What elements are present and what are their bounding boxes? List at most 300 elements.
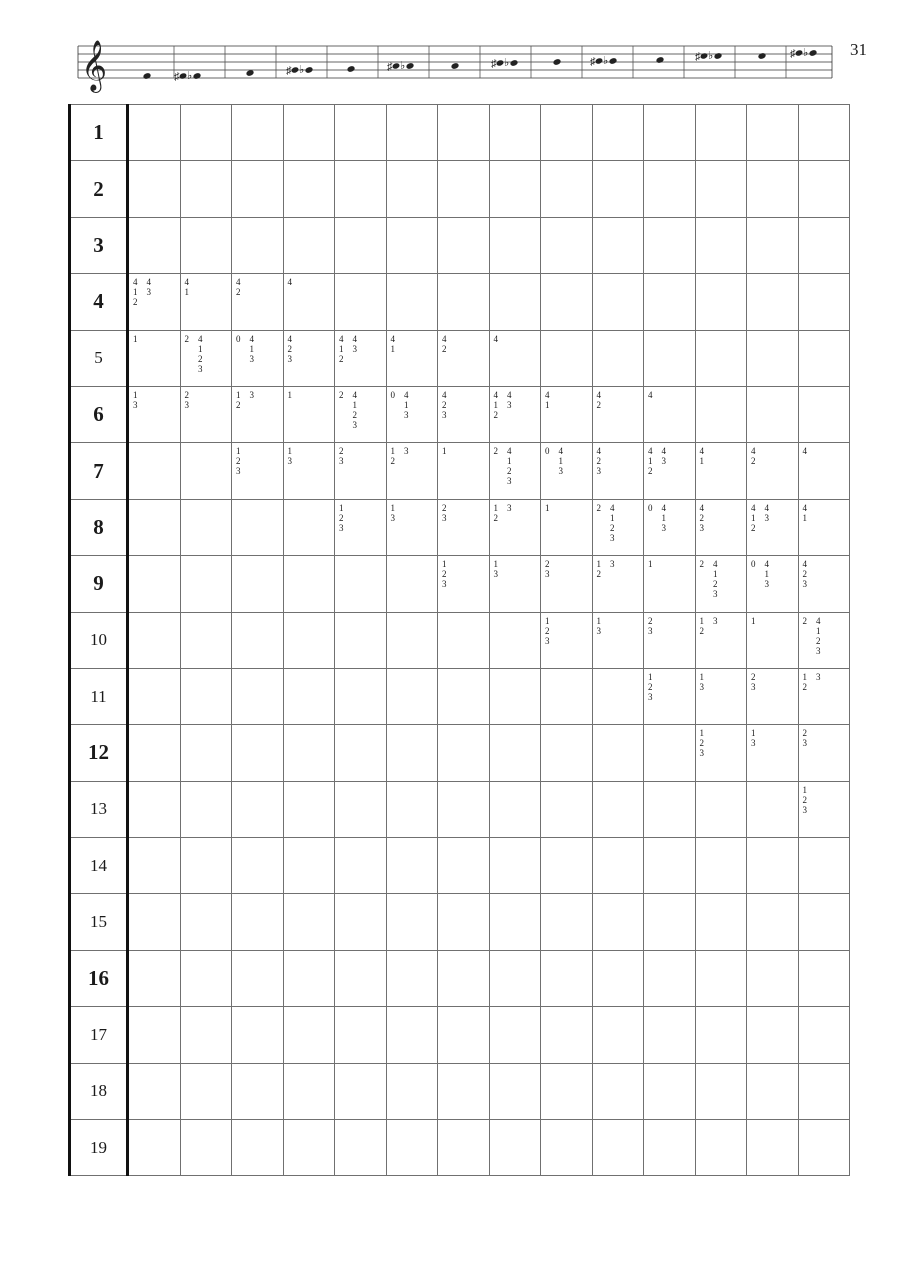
grid-cell (644, 499, 696, 555)
grid-cell (128, 386, 181, 442)
finger-number: 1 (249, 343, 254, 354)
grid-cell (283, 386, 335, 442)
finger-number: 0 (236, 333, 241, 344)
grid-cell (438, 725, 490, 781)
fingering-column (133, 390, 138, 410)
grid-cell (128, 161, 181, 217)
fingering-column (662, 503, 667, 533)
grid-cell (232, 217, 284, 273)
position-label: 17 (90, 1024, 107, 1044)
grid-cell (644, 217, 696, 273)
finger-number: 2 (442, 343, 447, 354)
finger-number: 3 (287, 353, 292, 364)
finger-number: 2 (596, 502, 601, 513)
fingering-column (339, 503, 344, 533)
grid-cell (695, 386, 747, 442)
grid-cell (128, 838, 181, 894)
grid-cell (232, 499, 284, 555)
finger-number: 1 (442, 446, 447, 457)
fingering (288, 390, 333, 400)
finger-number: 1 (390, 446, 395, 457)
grid-cell (489, 161, 541, 217)
position-cell (70, 274, 128, 330)
fingering (597, 503, 642, 543)
grid-cell (541, 950, 593, 1006)
fingering (339, 446, 384, 466)
fingering-column (545, 559, 550, 579)
grid-cell (747, 443, 799, 499)
grid-cell (283, 556, 335, 612)
grid-cell (283, 217, 335, 273)
fingering-column (545, 503, 550, 513)
finger-number: 4 (133, 277, 138, 288)
fingering (700, 672, 745, 692)
fingering (700, 446, 745, 466)
finger-number: 1 (404, 399, 409, 410)
fingering-column (610, 559, 615, 579)
grid-cell (644, 274, 696, 330)
sharp-icon: ♯ (695, 51, 701, 63)
grid-cell (592, 950, 644, 1006)
grid-cell (232, 838, 284, 894)
finger-number: 3 (442, 512, 447, 523)
grid-cell (592, 105, 644, 161)
grid-cell (592, 781, 644, 837)
fingering (288, 277, 333, 287)
finger-number: 2 (507, 466, 512, 477)
finger-number: 2 (339, 446, 344, 457)
fingering (494, 446, 539, 486)
grid-cell (489, 274, 541, 330)
grid-row (70, 386, 850, 442)
grid-cell (386, 386, 438, 442)
grid-cell (644, 330, 696, 386)
grid-cell (232, 386, 284, 442)
finger-number: 2 (751, 522, 756, 533)
finger-number: 1 (493, 559, 498, 570)
finger-number: 3 (339, 456, 344, 467)
grid-cell (335, 161, 387, 217)
note-icon (451, 62, 460, 70)
grid-cell (386, 161, 438, 217)
fingering-column (545, 616, 550, 646)
position-cell (70, 161, 128, 217)
fingering-column (236, 334, 241, 364)
grid-cell (489, 1007, 541, 1063)
finger-number: 3 (648, 625, 653, 636)
grid-cell (438, 386, 490, 442)
grid-row (70, 781, 850, 837)
finger-number: 0 (545, 446, 550, 457)
finger-number: 2 (184, 333, 189, 344)
grid-cell (335, 894, 387, 950)
fingering (236, 446, 281, 476)
finger-number: 4 (661, 502, 666, 513)
fingering-column (250, 334, 255, 364)
grid-cell (180, 668, 232, 724)
grid-cell (232, 105, 284, 161)
grid-cell (695, 556, 747, 612)
position-cell (70, 781, 128, 837)
grid-cell (438, 330, 490, 386)
finger-number: 2 (816, 635, 821, 646)
finger-number: 4 (493, 389, 498, 400)
finger-number: 3 (610, 532, 615, 543)
finger-number: 2 (699, 512, 704, 523)
fingering (803, 559, 848, 589)
finger-number: 3 (236, 466, 241, 477)
grid-cell (489, 217, 541, 273)
fingering (545, 390, 590, 410)
fingering (751, 672, 796, 692)
grid-cell (180, 1063, 232, 1119)
note-icon (553, 58, 562, 66)
finger-number: 3 (390, 512, 395, 523)
treble-clef-icon: 𝄞 (81, 40, 108, 91)
grid-cell (438, 612, 490, 668)
fingering-column (250, 390, 255, 410)
finger-number: 1 (545, 502, 550, 513)
grid-cell (541, 105, 593, 161)
grid-cell (283, 1007, 335, 1063)
grid-cell (695, 1120, 747, 1176)
finger-number: 4 (713, 559, 718, 570)
grid-cell (438, 668, 490, 724)
finger-number: 3 (339, 522, 344, 533)
grid-cell (592, 499, 644, 555)
finger-number: 2 (442, 399, 447, 410)
fingering (288, 334, 333, 364)
grid-cell (180, 443, 232, 499)
grid-cell (232, 1007, 284, 1063)
grid-cell (747, 274, 799, 330)
fingering-column (751, 559, 756, 589)
finger-number: 2 (352, 409, 357, 420)
finger-number: 1 (802, 512, 807, 523)
grid-cell (747, 1120, 799, 1176)
grid-cell (438, 499, 490, 555)
grid-cell (386, 668, 438, 724)
finger-number: 3 (442, 579, 447, 590)
position-cell (70, 612, 128, 668)
grid-cell (644, 1063, 696, 1119)
finger-number: 2 (133, 297, 138, 308)
grid-cell (695, 330, 747, 386)
grid-cell (798, 386, 850, 442)
note-icon (590, 55, 617, 68)
grid-row (70, 556, 850, 612)
finger-number: 2 (545, 559, 550, 570)
grid-row (70, 668, 850, 724)
finger-number: 3 (713, 615, 718, 626)
music-staff (70, 36, 840, 96)
finger-number: 3 (146, 287, 151, 298)
grid-cell (386, 950, 438, 1006)
finger-number: 1 (236, 446, 241, 457)
fingering-column (507, 390, 512, 420)
fingering (803, 616, 848, 656)
finger-number: 3 (507, 399, 512, 410)
fingering (339, 334, 384, 364)
fingering (545, 503, 590, 513)
fingering-column (339, 446, 344, 466)
grid-cell (128, 725, 181, 781)
fingering-column (494, 559, 499, 579)
fingering-column (185, 390, 190, 410)
position-cell (70, 725, 128, 781)
fingering-column (442, 446, 447, 456)
fingering (751, 728, 796, 748)
finger-number: 4 (287, 277, 292, 288)
grid-cell (386, 443, 438, 499)
grid-cell (283, 1120, 335, 1176)
grid-cell (798, 725, 850, 781)
fingering-column (288, 334, 293, 364)
fingering-column (816, 616, 821, 656)
fingering-column (391, 503, 396, 523)
finger-number: 2 (493, 409, 498, 420)
grid-cell (541, 894, 593, 950)
grid-cell (128, 668, 181, 724)
grid-cell (386, 725, 438, 781)
finger-number: 2 (596, 569, 601, 580)
fingering-column (700, 672, 705, 692)
fingering-column (700, 728, 705, 758)
grid-cell (180, 386, 232, 442)
grid-cell (695, 1063, 747, 1119)
grid-cell (386, 556, 438, 612)
grid-cell (798, 556, 850, 612)
grid-cell (592, 725, 644, 781)
note-icon (143, 72, 152, 80)
grid-cell (386, 330, 438, 386)
grid-cell (592, 217, 644, 273)
finger-number: 2 (802, 615, 807, 626)
grid-cell (541, 838, 593, 894)
finger-number: 4 (764, 559, 769, 570)
finger-number: 2 (648, 466, 653, 477)
fingering-column (507, 503, 512, 523)
grid-cell (798, 838, 850, 894)
note-icon (491, 57, 518, 70)
grid-cell (335, 781, 387, 837)
fingering-column (597, 446, 602, 476)
fingering-column (803, 785, 808, 815)
finger-number: 3 (661, 456, 666, 467)
grid-cell (747, 838, 799, 894)
fingering (803, 503, 848, 523)
position-cell (70, 1063, 128, 1119)
finger-number: 4 (802, 446, 807, 457)
fingering-column (353, 390, 358, 430)
flat-icon: ♭ (400, 60, 406, 72)
fingering-column (803, 672, 808, 692)
grid-cell (798, 443, 850, 499)
finger-number: 2 (236, 287, 241, 298)
finger-number: 1 (545, 615, 550, 626)
grid-cell (128, 1120, 181, 1176)
fingering (648, 672, 693, 702)
grid-cell (232, 1063, 284, 1119)
grid-cell (386, 217, 438, 273)
grid-cell (695, 161, 747, 217)
grid-cell (747, 668, 799, 724)
sharp-icon: ♯ (590, 56, 596, 68)
finger-number: 2 (648, 681, 653, 692)
grid-cell (438, 1007, 490, 1063)
position-label: 12 (88, 740, 109, 765)
fingering-column (803, 728, 808, 748)
finger-number: 1 (802, 784, 807, 795)
fingering-column (700, 446, 705, 466)
fingering-column (288, 390, 293, 400)
finger-number: 1 (198, 343, 203, 354)
grid-cell (335, 105, 387, 161)
grid-cell (541, 1063, 593, 1119)
sharp-icon: ♯ (790, 48, 796, 60)
grid-cell (489, 499, 541, 555)
grid-cell (335, 274, 387, 330)
grid-cell (180, 556, 232, 612)
grid-cell (438, 781, 490, 837)
fingering-column (198, 334, 203, 374)
grid-cell (438, 105, 490, 161)
grid-cell (489, 668, 541, 724)
finger-number: 4 (249, 333, 254, 344)
note-icon (347, 65, 356, 73)
grid-cell (438, 894, 490, 950)
grid-row (70, 838, 850, 894)
flat-icon: ♭ (708, 50, 714, 62)
fingering (648, 616, 693, 636)
finger-number: 1 (610, 512, 615, 523)
grid-row (70, 725, 850, 781)
finger-number: 3 (249, 353, 254, 364)
finger-number: 1 (699, 456, 704, 467)
fingering-column (597, 390, 602, 410)
finger-number: 3 (558, 466, 563, 477)
fingering-column (442, 334, 447, 354)
finger-number: 1 (339, 343, 344, 354)
flat-icon: ♭ (603, 55, 609, 67)
fingering (185, 390, 230, 410)
grid-cell (489, 1063, 541, 1119)
note-icon (695, 50, 722, 63)
grid-cell (747, 499, 799, 555)
fingering-column (494, 390, 499, 420)
grid-cell (592, 386, 644, 442)
grid-cell (386, 274, 438, 330)
grid-cell (489, 838, 541, 894)
grid-cell (180, 894, 232, 950)
grid-cell (798, 781, 850, 837)
fingering-column (545, 446, 550, 476)
finger-number: 2 (287, 343, 292, 354)
grid-cell (747, 105, 799, 161)
sharp-icon: ♯ (286, 65, 292, 77)
fingering-column (751, 728, 756, 748)
grid-cell (283, 330, 335, 386)
finger-number: 4 (558, 446, 563, 457)
fingering-column (803, 446, 808, 456)
finger-number: 3 (699, 522, 704, 533)
grid-cell (695, 499, 747, 555)
grid-cell (592, 1007, 644, 1063)
finger-number: 4 (648, 446, 653, 457)
finger-number: 1 (699, 728, 704, 739)
grid-cell (128, 499, 181, 555)
finger-number: 2 (596, 399, 601, 410)
position-label: 6 (93, 402, 104, 427)
grid-cell (128, 217, 181, 273)
grid-cell (180, 781, 232, 837)
grid-cell (695, 838, 747, 894)
grid-cell (180, 950, 232, 1006)
finger-number: 4 (751, 502, 756, 513)
fingering-column (816, 672, 821, 692)
fingering (751, 503, 796, 533)
fingering-column (494, 446, 499, 486)
fingering-column (597, 616, 602, 636)
grid-cell (644, 725, 696, 781)
finger-number: 2 (493, 446, 498, 457)
finger-number: 3 (610, 559, 615, 570)
finger-number: 3 (133, 399, 138, 410)
position-label: 7 (93, 458, 104, 483)
grid-cell (232, 950, 284, 1006)
fingering (442, 446, 487, 456)
grid-cell (283, 725, 335, 781)
fingering (236, 277, 281, 297)
finger-number: 3 (404, 446, 409, 457)
finger-number: 2 (699, 625, 704, 636)
finger-number: 3 (184, 399, 189, 410)
fingering (648, 390, 693, 400)
finger-number: 4 (339, 333, 344, 344)
grid-row (70, 612, 850, 668)
grid-cell (232, 161, 284, 217)
finger-number: 1 (699, 671, 704, 682)
grid-cell (438, 1120, 490, 1176)
grid-cell (798, 668, 850, 724)
finger-number: 3 (442, 409, 447, 420)
sharp-icon: ♯ (174, 71, 180, 83)
grid-cell (283, 668, 335, 724)
fingering-column (713, 616, 718, 636)
fingering (700, 559, 745, 599)
finger-number: 4 (661, 446, 666, 457)
grid-cell (747, 781, 799, 837)
grid-cell (541, 386, 593, 442)
fingering (597, 390, 642, 410)
grid-cell (283, 612, 335, 668)
position-label: 2 (93, 176, 104, 201)
grid-cell (592, 556, 644, 612)
grid-cell (541, 612, 593, 668)
fingering-column (662, 446, 667, 476)
finger-number: 4 (545, 389, 550, 400)
fingering (803, 728, 848, 748)
grid-cell (438, 838, 490, 894)
fingering (442, 390, 487, 420)
finger-number: 4 (287, 333, 292, 344)
grid-cell (386, 894, 438, 950)
fingering-column (700, 559, 705, 599)
fingering-column (559, 446, 564, 476)
grid-cell (232, 274, 284, 330)
finger-number: 1 (133, 333, 138, 344)
fingering-column (597, 559, 602, 579)
